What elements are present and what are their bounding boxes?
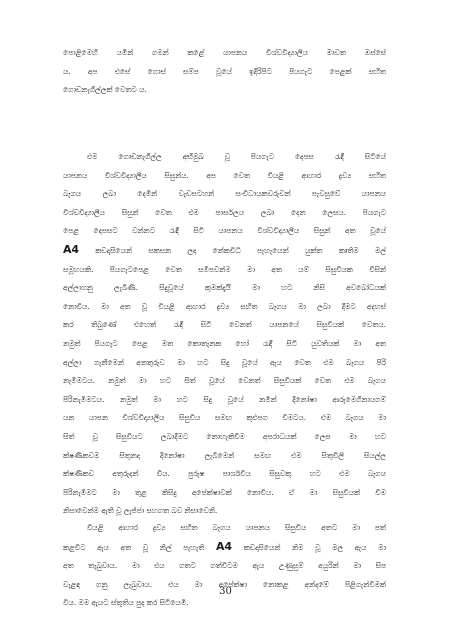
paragraph-3 — [63, 519, 386, 613]
text-line: පෙළ දෙපසට වන්නට රැඳී සිටි යාපනය විශ්වවිද්‍යාලීය සිසුන් අත වූයේ — [63, 226, 386, 236]
text-line: පිරිනැමීමට මා තුළ කිසිදු අපේක්ෂාවක් නොවිය. ඒ මා සිසුවියක් වීම — [63, 487, 386, 497]
text-line: යාපනය විශ්වවිද්‍යාලීය සිසුන්ය. අප වෙත වියළි ආහාර ද්‍රව්‍ය සහිත — [63, 170, 386, 180]
text-line: වැළඳ ගනු ලැබුවාය. එය මා අපේක්ෂා නොකළ අන්දමේ පිළිගැන්වීමක් — [63, 579, 386, 589]
text-line: බෑගය ලබා දෙමින් වැඩසටහන් සංවිධායකවරුවන් පැවසුවේ යාපනය — [63, 189, 386, 199]
text-line: යන යාපන විශ්වවිද්‍යාලීය සිසුවිය සමඟ කුළුපග වීමටය. එම බෑගය මා — [63, 413, 386, 423]
text-line: අල්ලාගනු ලැබිණි. සිදුවූයේ කුමක්දැයි මා හට නිසි අවබෝධයක් — [63, 283, 386, 293]
text-line: ගොඩනැගිල්ලක් වෙතට ය. — [63, 85, 147, 95]
text-line: එම ගොඩනැගිල්ල අභිමුඛ වූ පියගැට දෙපස රැඳී සිටියේ — [87, 152, 386, 161]
text-line: පිරිනැමීමටය. නමුත් මා හට සිදු වූයේ නමින් දිනෝෂා ආරුමෙගිනායගම් — [63, 394, 386, 404]
text-line: A4 කඩදාසියෙන් සකසන ලද නේකවිධි පැහැයෙන් යුක්ත කෘතිම මල් — [63, 242, 386, 256]
text-line: පොළිමෙහි යමින් ගමන් කළේ යාපනය විශ්වවිද්‍යාලීය මාවත ඔස්සේ — [63, 48, 386, 57]
text-line: නිසාවෙන්ම ඇති වූ ලැජ්ජා සහගත බව නිසාවෙනි. — [63, 506, 218, 516]
text-line: කර තිබුණේ එහෙත් රැඳී සිටි වෙනත් යාපනයේ සිසුවියක් වෙතය. — [63, 320, 386, 330]
text-line: ක්ෂණිකවම සිතුනද දිනෝෂා ලැබීමෙන් සමඟ එම සිතුවිලි සියල්ල — [63, 450, 386, 460]
paragraph-1 — [63, 44, 386, 100]
text-line: ය. අප එසේ ගොස් සම්ප වූයේ ඉදිරිපිට පියගැට පෙළක් සහිත — [63, 66, 386, 76]
text-line: නොවීය. මා අත වූ වියළි ආහාර ද්‍රව්‍ය සහිත බෑගය මා ලබා දීමට අදහස් — [63, 301, 386, 311]
paragraph-2 — [63, 148, 386, 521]
text-line: සමූහයකි. පියගැටපෙළ වෙත සමීපවන්ම මා අත යම් සිසුවියක විසින් — [63, 264, 386, 274]
text-line: කළවිට ඇය අත වූ නිල් පැහැති A4 කඩදාසියෙන් නිම වූ මල ඇය මා — [63, 539, 386, 553]
page-number: 30 — [219, 586, 232, 597]
text-line: සිත් වූ සිසුවියට ලබාදීමට නොහැකිවීම අපරාධයක් ලෙස මා හට — [63, 431, 386, 441]
text-line: විය. මම ඇයට ස්තූතිය පුද කර සිටියෙමි. — [63, 598, 189, 608]
text-line: වියළි ආහාර ද්‍රව්‍ය සහිත බෑගය යාපනය සිසුවිය අතට මා පත් — [87, 523, 386, 532]
text-line: අත තැබුවාය. මා එය ගතට ගත්විටම ඇය උණුසුම් අයුරින් මා සිප — [63, 561, 386, 571]
text-line: විශ්වවිද්‍යාලීය සිසුන් වෙත එම පාර්සලය ලබා දෙන ලෙසය. පියගැට — [63, 207, 386, 217]
text-line: අල්ලා ගැනීමෙන් අනතුරුව මා හට සිදු වූයේ ඇය වෙත එම බෑගය පිරි — [63, 357, 386, 367]
text-line: නැමීමටය. නමුත් මා හට සිත් වූයේ වෙනත් සිසුවියක් වෙත එම බෑගය — [63, 376, 386, 386]
text-line: නමුත් පියගැට පෙළ මත කොතැනක හෝ රැඳී සිටි යුවතියක් මා අත — [63, 338, 386, 348]
text-line: ක්ෂණිකව අතුරුදන් විය. පුරුෂ පාර්ශවීය සිසුවකු හට එම බෑගය — [63, 469, 386, 479]
